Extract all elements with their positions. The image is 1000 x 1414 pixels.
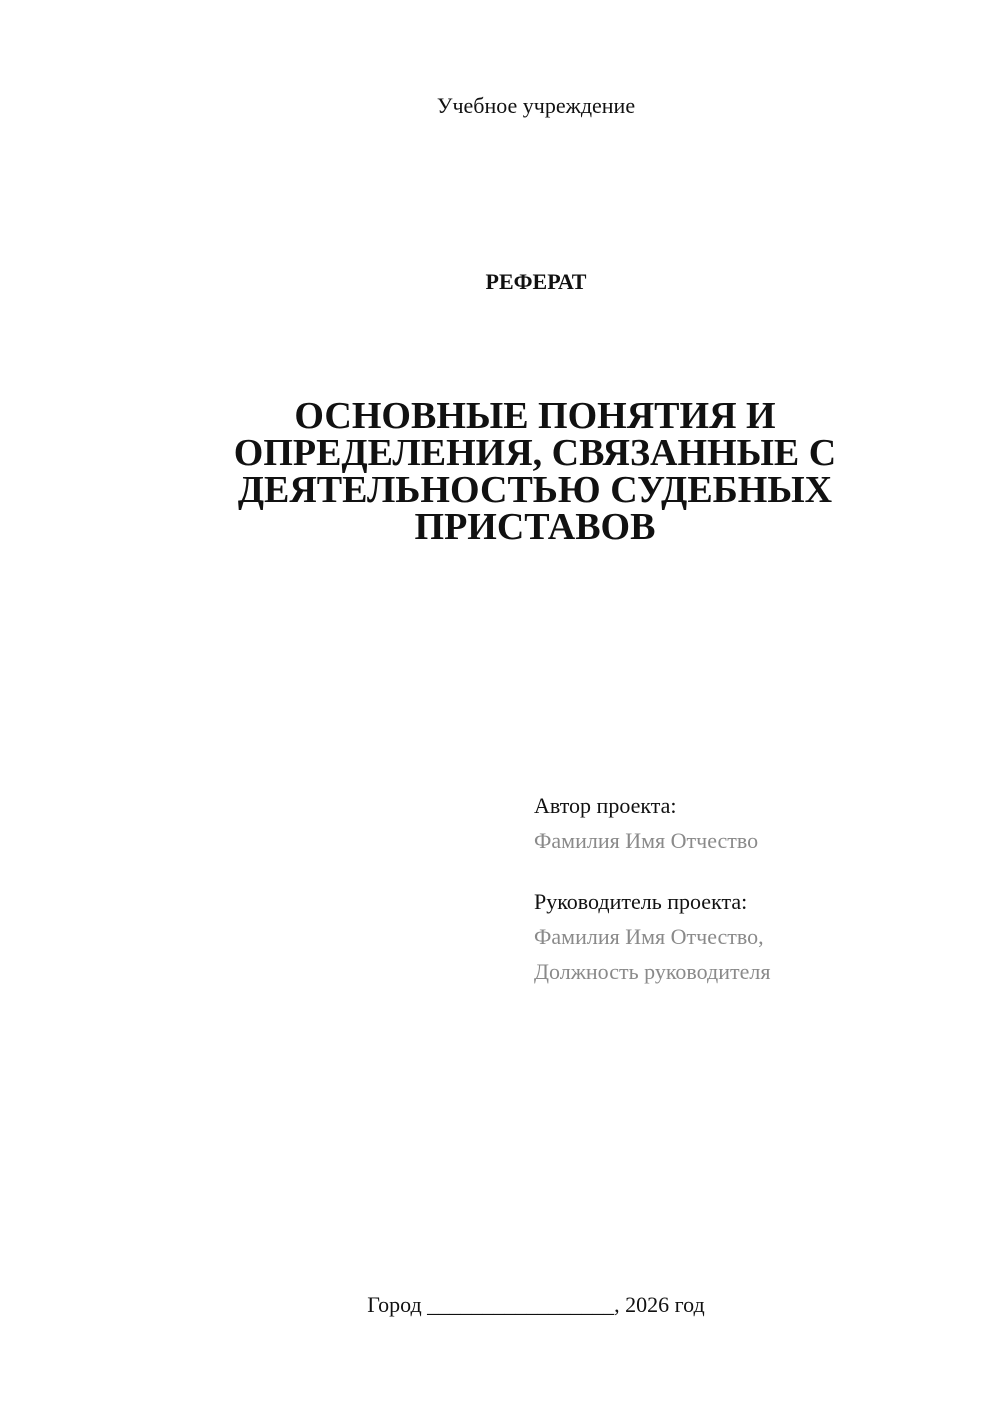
title-line-2: ОПРЕДЕЛЕНИЯ, СВЯЗАННЫЕ С bbox=[233, 432, 837, 474]
title-line-1: ОСНОВНЫЕ ПОНЯТИЯ И bbox=[294, 395, 776, 437]
credits-block bbox=[534, 788, 954, 989]
author-label: Автор проекта: bbox=[534, 793, 677, 818]
supervisor-name: Фамилия Имя Отчество, bbox=[534, 924, 764, 949]
institution-name: Учебное учреждение bbox=[436, 93, 636, 118]
city-year-footer: Город _________________, 2026 год bbox=[367, 1292, 705, 1317]
title-line-3: ДЕЯТЕЛЬНОСТЬЮ СУДЕБНЫХ bbox=[237, 469, 833, 511]
supervisor-position: Должность руководителя bbox=[534, 959, 771, 984]
credits-spacer bbox=[534, 858, 954, 884]
document-type: РЕФЕРАТ bbox=[485, 269, 587, 294]
document-title bbox=[200, 395, 870, 548]
author-name: Фамилия Имя Отчество bbox=[534, 828, 759, 853]
supervisor-label: Руководитель проекта: bbox=[534, 889, 748, 914]
title-line-4: ПРИСТАВОВ bbox=[414, 506, 656, 548]
